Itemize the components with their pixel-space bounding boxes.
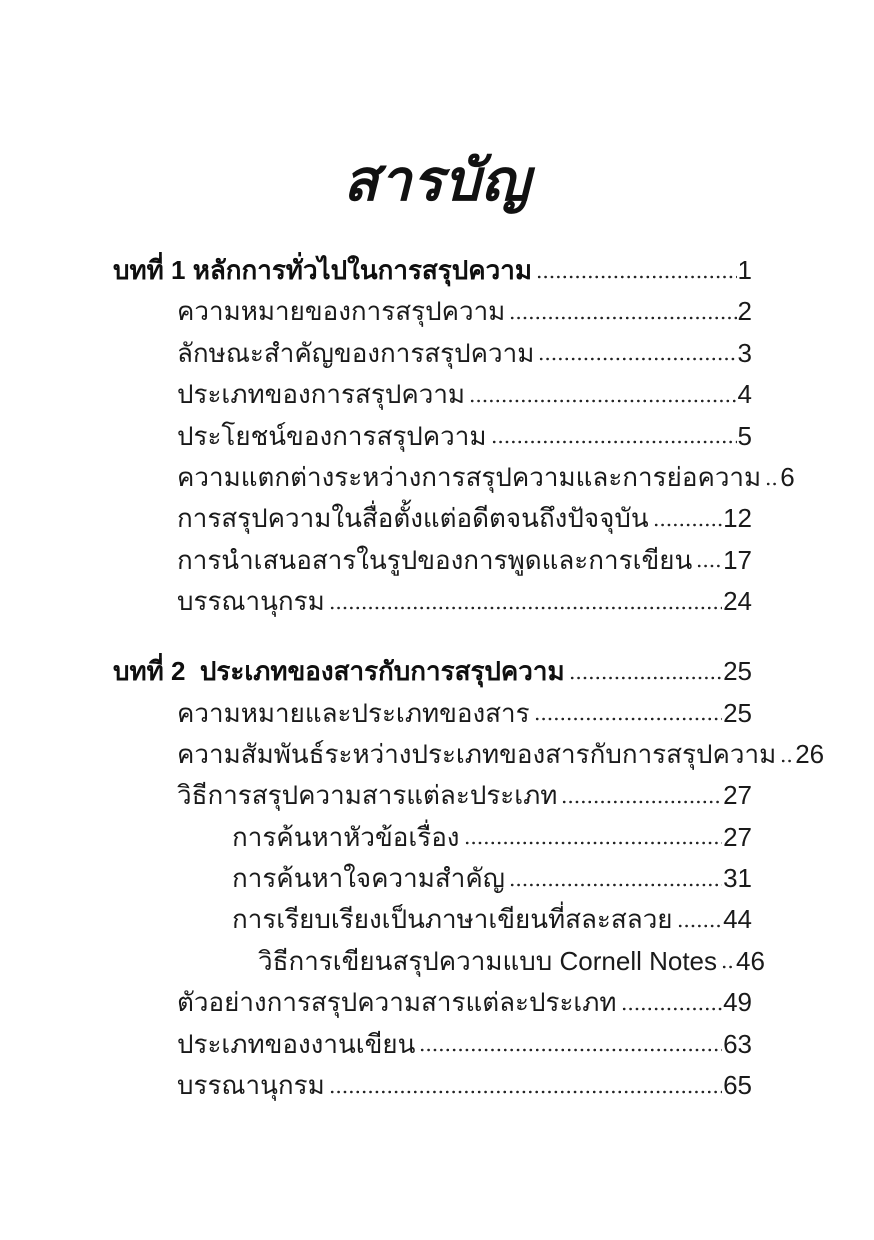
toc-entry xyxy=(113,738,825,769)
dotted-leader xyxy=(696,546,722,574)
toc-entry-page: 24 xyxy=(723,586,752,617)
toc-entry-page: 26 xyxy=(795,738,825,769)
toc-entry-label: ประโยชน์ของการสรุปความ xyxy=(177,420,487,451)
table-of-contents xyxy=(113,255,825,1112)
toc-entry-label: การค้นหาใจความสำคัญ xyxy=(232,863,505,894)
toc-entry-label: ความหมายของการสรุปความ xyxy=(177,296,506,327)
toc-entry xyxy=(113,297,752,325)
toc-entry xyxy=(113,504,752,532)
toc-entry-label: บทที่ 2 ประเภทของสารกับการสรุปความ xyxy=(113,656,565,687)
toc-entry-page: 2 xyxy=(737,296,752,327)
toc-entry-page: 63 xyxy=(723,1028,752,1059)
toc-entry xyxy=(113,905,752,933)
dotted-leader xyxy=(561,781,722,809)
dotted-leader xyxy=(469,380,736,408)
dotted-leader xyxy=(677,905,723,933)
toc-entry-page: 17 xyxy=(723,544,752,575)
dotted-leader xyxy=(329,587,722,615)
toc-entry-page: 1 xyxy=(737,255,752,285)
toc-entry xyxy=(113,1071,752,1099)
toc-entry-label: การนำเสนอสารในรูปของการพูดและการเขียน xyxy=(177,544,693,575)
toc-entry-label: บรรณานุกรม xyxy=(177,586,325,617)
toc-entry xyxy=(113,461,795,492)
toc-entry xyxy=(113,422,752,450)
dotted-leader xyxy=(419,1030,722,1058)
toc-entry-chapter-2 xyxy=(113,657,752,685)
toc-entry xyxy=(113,988,752,1016)
dotted-leader xyxy=(621,988,723,1016)
toc-entry-page: 6 xyxy=(780,461,795,492)
toc-entry-label: การค้นหาหัวข้อเรื่อง xyxy=(232,821,460,852)
toc-entry-page: 12 xyxy=(723,503,752,534)
toc-entry-label: บทที่ 1 หลักการทั่วไปในการสรุปความ xyxy=(113,255,532,285)
toc-entry-label: ประเภทของการสรุปความ xyxy=(177,379,466,410)
dotted-leader xyxy=(491,422,737,450)
toc-entry-label: ความแตกต่างระหว่างการสรุปความและการย่อความ xyxy=(177,461,762,492)
toc-entry-page: 27 xyxy=(723,780,752,811)
toc-entry-label: ลักษณะสำคัญของการสรุปความ xyxy=(177,337,535,368)
dotted-leader xyxy=(765,463,779,491)
dotted-leader xyxy=(780,740,794,768)
page-title: สารบัญ xyxy=(343,149,531,214)
toc-entry-page: 25 xyxy=(723,656,752,687)
toc-entry-label: ความสัมพันธ์ระหว่างประเภทของสารกับการสรุปความ xyxy=(177,738,777,769)
toc-entry xyxy=(113,781,752,809)
toc-entry-page: 65 xyxy=(723,1070,752,1101)
toc-entry-label: บรรณานุกรม xyxy=(177,1070,325,1101)
dotted-leader xyxy=(569,657,722,685)
toc-entry-label: วิธีการสรุปความสารแต่ละประเภท xyxy=(177,780,558,811)
toc-entry xyxy=(113,339,752,367)
toc-entry-label: ตัวอย่างการสรุปความสารแต่ละประเภท xyxy=(177,987,617,1018)
dotted-leader xyxy=(509,297,736,325)
toc-entry-label: วิธีการเขียนสรุปความแบบ Cornell Notes xyxy=(258,945,718,976)
toc-entry-label: ความหมายและประเภทของสาร xyxy=(177,697,530,728)
dotted-leader xyxy=(536,256,737,284)
toc-entry-page: 25 xyxy=(723,697,752,728)
toc-entry-chapter-1 xyxy=(113,256,752,284)
toc-entry xyxy=(113,1030,752,1058)
dotted-leader xyxy=(329,1071,722,1099)
toc-entry-page: 27 xyxy=(723,821,752,852)
toc-entry xyxy=(113,945,765,976)
toc-entry-page: 46 xyxy=(736,945,765,976)
toc-entry xyxy=(113,699,752,727)
toc-entry xyxy=(113,587,752,615)
dotted-leader xyxy=(653,504,722,532)
toc-entry-page: 3 xyxy=(737,337,752,368)
toc-entry xyxy=(113,823,752,851)
dotted-leader xyxy=(464,823,723,851)
toc-entry xyxy=(113,864,752,892)
toc-entry-label: ประเภทของงานเขียน xyxy=(177,1028,416,1059)
dotted-leader xyxy=(534,699,722,727)
dotted-leader xyxy=(509,864,722,892)
toc-entry-page: 4 xyxy=(737,379,752,410)
toc-entry-page: 31 xyxy=(723,863,752,894)
toc-entry-label: การเรียบเรียงเป็นภาษาเขียนที่สละสลวย xyxy=(232,904,673,935)
dotted-leader xyxy=(721,947,735,975)
toc-entry-page: 5 xyxy=(737,420,752,451)
dotted-leader xyxy=(538,339,736,367)
toc-entry xyxy=(113,380,752,408)
toc-entry-label: การสรุปความในสื่อตั้งแต่อดีตจนถึงปัจจุบัน xyxy=(177,503,649,534)
toc-entry-page: 49 xyxy=(723,987,752,1018)
toc-entry xyxy=(113,546,752,574)
toc-entry-page: 44 xyxy=(723,904,752,935)
